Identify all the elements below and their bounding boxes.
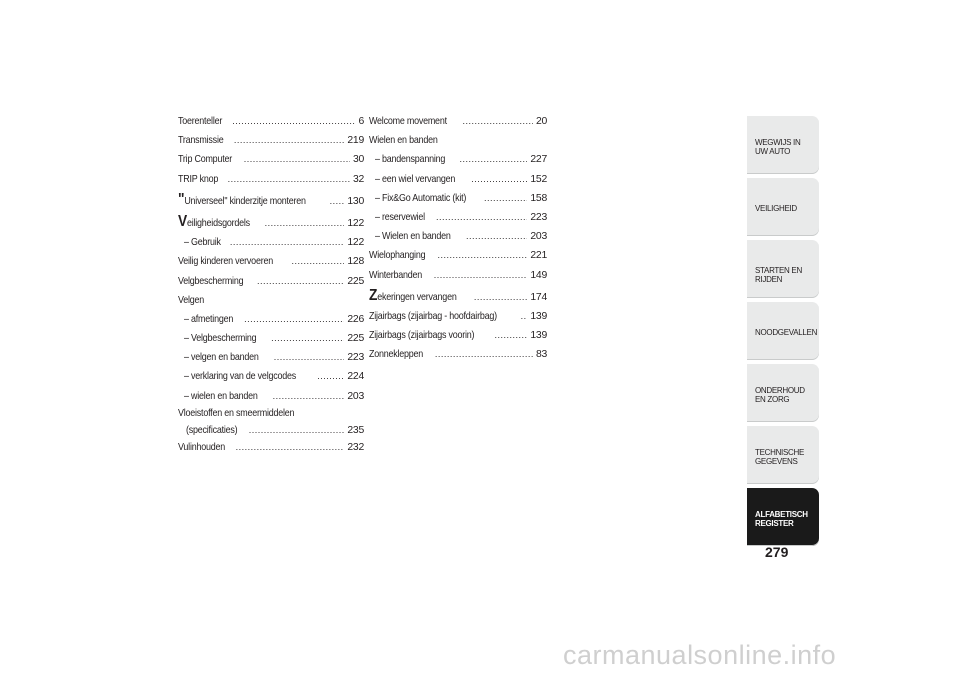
entry-text: Vulinhouden — [178, 441, 226, 453]
index-entry — [369, 307, 547, 326]
entry-page: 122 — [347, 217, 364, 229]
leader-dots — [460, 150, 528, 169]
entry-text: Zonnekleppen — [369, 349, 424, 361]
entry-page: 20 — [535, 116, 547, 127]
tab-onderhoud[interactable] — [747, 364, 819, 422]
entry-text: – bandenspanning — [375, 154, 446, 166]
entry-page: 30 — [352, 154, 364, 166]
entry-text: Velgbescherming — [178, 275, 244, 287]
entry-page: 227 — [530, 154, 547, 166]
entry-page: 139 — [530, 310, 547, 322]
entry-page: 203 — [347, 390, 364, 402]
initial-letter: Z — [369, 286, 378, 304]
entry-text: Zijairbags (zijairbag - hoofdairbag) — [369, 310, 497, 322]
index-entry-heading — [178, 406, 364, 422]
entry-text: – velgen en banden — [184, 352, 259, 364]
leader-dots — [330, 192, 345, 211]
tab-technische[interactable] — [747, 426, 819, 484]
tab-veiligheid[interactable] — [747, 178, 819, 236]
entry-text: – een wiel vervangen — [375, 173, 456, 185]
entry-text: Toerenteller — [178, 116, 223, 127]
index-entry — [369, 150, 547, 169]
leader-dots — [230, 233, 345, 252]
index-entry — [369, 266, 547, 285]
index-entry — [369, 227, 547, 246]
tab-alfabetisch[interactable] — [747, 488, 819, 546]
leader-dots — [228, 170, 350, 189]
index-entry — [369, 170, 547, 189]
leader-dots — [265, 214, 345, 233]
entry-text: Wielophanging — [369, 250, 426, 262]
tab-label: ALFABETISCH REGISTER — [755, 510, 808, 528]
leader-dots — [471, 170, 527, 189]
entry-page: 152 — [530, 173, 547, 185]
initial-letter: V — [178, 212, 187, 230]
leader-dots — [438, 246, 528, 265]
entry-page: 83 — [535, 349, 547, 361]
index-column-right — [369, 112, 547, 364]
tab-label: STARTEN EN RIJDEN — [755, 266, 802, 284]
entry-page: 232 — [347, 441, 364, 453]
index-entry-letter-quote — [178, 192, 364, 211]
entry-page: 149 — [530, 269, 547, 281]
leader-dots — [521, 307, 528, 326]
leader-dots — [463, 112, 533, 131]
entry-text: Zekeringen vervangen — [369, 286, 457, 304]
index-entry — [369, 326, 547, 345]
entry-page: 224 — [347, 371, 364, 383]
tab-starten[interactable] — [747, 240, 819, 298]
index-entry — [178, 329, 364, 348]
index-entry-letter-z — [369, 288, 547, 307]
entry-page: 235 — [347, 424, 364, 436]
entry-text: Velgen — [178, 294, 205, 306]
index-column-left — [178, 112, 364, 457]
leader-dots — [484, 189, 527, 208]
tab-label: WEGWIJS IN UW AUTO — [755, 138, 801, 156]
entry-text: Vloeistoffen en smeermiddelen — [178, 407, 295, 419]
leader-dots — [317, 367, 344, 386]
entry-page: 225 — [347, 333, 364, 345]
index-entry — [369, 246, 547, 265]
entry-text: – Fix&Go Automatic (kit) — [375, 192, 467, 204]
leader-dots — [257, 272, 344, 291]
index-entry — [178, 310, 364, 329]
leader-dots — [273, 387, 345, 406]
leader-dots — [434, 266, 528, 285]
entry-text: – Gebruik — [184, 237, 221, 249]
leader-dots — [249, 422, 345, 438]
entry-page: 130 — [347, 195, 364, 207]
index-entry — [178, 150, 364, 169]
entry-text: – afmetingen — [184, 313, 234, 325]
leader-dots — [291, 252, 344, 271]
entry-text: Wielen en banden — [369, 135, 438, 147]
index-entry — [369, 345, 547, 364]
entry-text: (specificaties) — [186, 424, 238, 436]
leader-dots — [232, 112, 355, 131]
entry-text: Winterbanden — [369, 269, 423, 281]
entry-page: 32 — [352, 173, 364, 185]
index-entry — [369, 208, 547, 227]
entry-page: 139 — [530, 330, 547, 342]
tab-noodgevallen[interactable] — [747, 302, 819, 360]
leader-dots — [236, 438, 345, 457]
section-tabs — [747, 116, 819, 550]
leader-dots — [271, 329, 344, 348]
entry-page: 225 — [347, 275, 364, 287]
entry-text: Veilig kinderen vervoeren — [178, 256, 273, 268]
entry-text: Transmissie — [178, 135, 224, 147]
entry-page: 221 — [530, 250, 547, 262]
leader-dots — [244, 150, 350, 169]
index-entry — [178, 233, 364, 252]
index-entry — [178, 131, 364, 150]
leader-dots — [466, 227, 527, 246]
index-entry — [178, 387, 364, 406]
entry-page: 158 — [530, 192, 547, 204]
entry-page: 122 — [347, 237, 364, 249]
leader-dots — [435, 345, 533, 364]
index-entry — [178, 112, 364, 131]
entry-page: 6 — [358, 116, 364, 127]
index-entry-letter-w — [369, 112, 547, 131]
entry-page: 219 — [347, 135, 364, 147]
entry-page: 223 — [347, 352, 364, 364]
index-entry — [178, 252, 364, 271]
leader-dots — [436, 208, 527, 227]
leader-dots — [234, 131, 345, 150]
tab-label: NOODGEVALLEN — [755, 328, 818, 337]
leader-dots — [474, 288, 528, 307]
index-entry — [178, 422, 364, 438]
index-entry — [178, 272, 364, 291]
entry-page: 128 — [347, 256, 364, 268]
entry-page: 203 — [530, 231, 547, 243]
index-entry — [178, 348, 364, 367]
index-entry-heading — [369, 131, 547, 150]
tab-wegwijs[interactable] — [747, 116, 819, 174]
index-entry — [369, 189, 547, 208]
entry-text: – Wielen en banden — [375, 231, 451, 243]
watermark: carmanualsonline.info — [563, 640, 837, 670]
entry-text: Veiligheidsgordels — [178, 212, 250, 230]
entry-text: – wielen en banden — [184, 390, 258, 402]
tab-label: VEILIGHEID — [755, 204, 797, 213]
tab-label: TECHNISCHE GEGEVENS — [755, 448, 805, 466]
entry-text: – verklaring van de velgcodes — [184, 371, 296, 383]
index-entry-heading — [178, 291, 364, 310]
index-entry — [178, 170, 364, 189]
leader-dots — [244, 310, 344, 329]
entry-text: Trip Computer — [178, 154, 232, 166]
entry-page: 174 — [530, 291, 547, 303]
entry-text: Welcome movement — [369, 116, 447, 127]
index-entry-letter-v — [178, 214, 364, 233]
entry-text: – reservewiel — [375, 211, 425, 223]
leader-dots — [274, 348, 345, 367]
page-number: 279 — [765, 544, 789, 560]
leader-dots — [494, 326, 527, 345]
entry-page: 226 — [347, 313, 364, 325]
entry-text: – Velgbescherming — [184, 333, 257, 345]
entry-page: 223 — [530, 211, 547, 223]
index-entry — [178, 367, 364, 386]
initial-letter: " — [178, 190, 185, 208]
entry-text: "Universeel" kinderzitje monteren — [178, 190, 306, 208]
index-entry — [178, 438, 364, 457]
tab-label: ONDERHOUD EN ZORG — [755, 386, 805, 404]
entry-text: TRIP knop — [178, 173, 219, 185]
entry-text: Zijairbags (zijairbags voorin) — [369, 330, 475, 342]
